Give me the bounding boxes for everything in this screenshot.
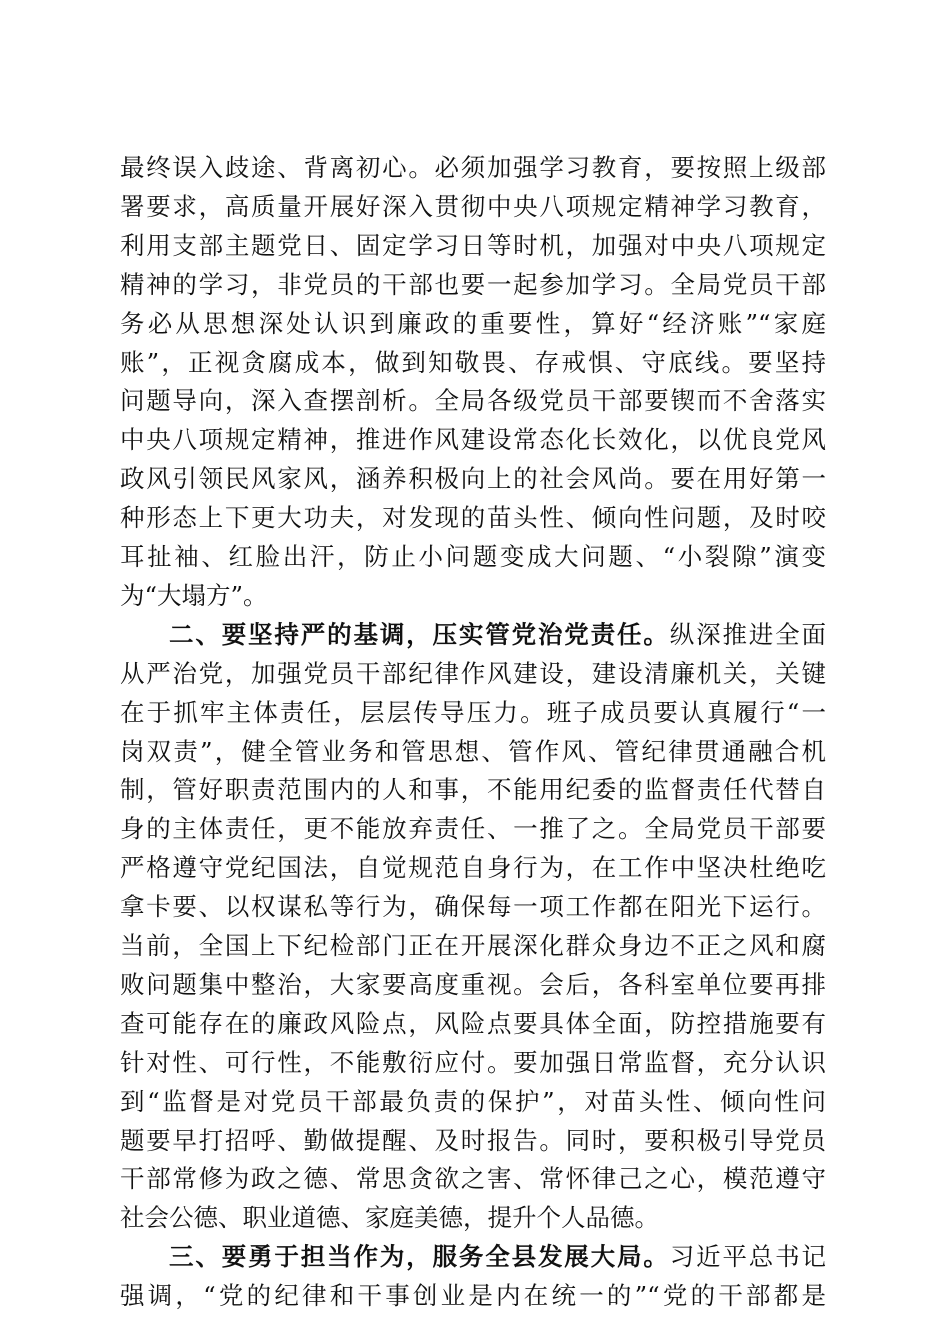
body-text: 败问题集中整治，大家要高度重视。会后，各科室单位要再排 bbox=[120, 969, 826, 999]
body-text: 中央八项规定精神，推进作风建设常态化长效化，以优良党风 bbox=[120, 425, 826, 455]
body-text: 为“大塌方”。 bbox=[120, 580, 268, 610]
body-text: 精神的学习，非党员的干部也要一起参加学习。全局党员干部 bbox=[120, 269, 826, 299]
text-line bbox=[120, 1162, 826, 1196]
body-text: 最终误入歧途、背离初心。必须加强学习教育，要按照上级部 bbox=[120, 153, 826, 182]
text-line bbox=[120, 579, 826, 613]
body-text: 严格遵守党纪国法，自觉规范自身行为，在工作中坚决杜绝吃 bbox=[120, 853, 826, 883]
body-text: 岗双责”，健全管业务和管思想、管作风、管纪律贯通融合机 bbox=[120, 736, 826, 766]
text-line bbox=[120, 346, 826, 380]
text-line bbox=[169, 618, 826, 652]
text-line bbox=[120, 812, 826, 846]
body-text: 身的主体责任，更不能放弃责任、一推了之。全局党员干部要 bbox=[120, 814, 826, 844]
body-text: 到“监督是对党员干部最负责的保护”，对苗头性、倾向性问 bbox=[120, 1086, 826, 1116]
text-line bbox=[120, 657, 826, 691]
text-line bbox=[120, 1007, 826, 1041]
text-line bbox=[120, 1201, 826, 1235]
section-heading: 三、要勇于担当作为，服务全县发展大局。 bbox=[169, 1242, 670, 1272]
text-line bbox=[120, 268, 826, 302]
text-line bbox=[120, 1046, 826, 1080]
body-text: 针对性、可行性，不能敷衍应付。要加强日常监督，充分认识 bbox=[120, 1047, 826, 1077]
text-line bbox=[120, 929, 826, 963]
body-text: 署要求，高质量开展好深入贯彻中央八项规定精神学习教育， bbox=[120, 191, 826, 221]
body-text: 种形态上下更大功夫，对发现的苗头性、倾向性问题，及时咬 bbox=[120, 503, 826, 533]
body-text: 拿卡要、以权谋私等行为，确保每一项工作都在阳光下运行。 bbox=[120, 892, 826, 922]
text-line bbox=[120, 773, 826, 807]
text-line bbox=[120, 384, 826, 418]
text-line bbox=[120, 190, 826, 224]
body-text: 制，管好职责范围内的人和事，不能用纪委的监督责任代替自 bbox=[120, 775, 826, 805]
text-line bbox=[120, 462, 826, 496]
body-text: 耳扯袖、红脸出汗，防止小问题变成大问题、“小裂隙”演变 bbox=[120, 542, 826, 571]
body-text: 查可能存在的廉政风险点，风险点要具体全面，防控措施要有 bbox=[120, 1008, 826, 1038]
body-text: 在于抓牢主体责任，层层传导压力。班子成员要认真履行“一 bbox=[120, 697, 826, 727]
text-line bbox=[120, 151, 826, 185]
text-line bbox=[120, 540, 826, 574]
body-text: 题要早打招呼、勤做提醒、及时报告。同时，要积极引导党员 bbox=[120, 1125, 826, 1155]
text-line bbox=[120, 1279, 826, 1313]
body-text: 问题导向，深入查摆剖析。全局各级党员干部要锲而不舍落实 bbox=[120, 386, 826, 416]
text-line bbox=[120, 968, 826, 1002]
text-line bbox=[120, 307, 826, 341]
body-text: 纵深推进全面 bbox=[669, 619, 826, 649]
body-text: 社会公德、职业道德、家庭美德，提升个人品德。 bbox=[120, 1203, 659, 1233]
text-line bbox=[120, 890, 826, 924]
text-line bbox=[169, 1240, 826, 1274]
body-text: 干部常修为政之德、常思贪欲之害、常怀律己之心，模范遵守 bbox=[120, 1164, 826, 1194]
text-line bbox=[120, 735, 826, 769]
text-line bbox=[120, 501, 826, 535]
text-line bbox=[120, 851, 826, 885]
text-line bbox=[120, 696, 826, 730]
body-text: 当前，全国上下纪检部门正在开展深化群众身边不正之风和腐 bbox=[120, 931, 826, 960]
body-text: 习近平总书记 bbox=[669, 1242, 826, 1272]
text-line bbox=[120, 1124, 826, 1158]
body-text: 利用支部主题党日、固定学习日等时机，加强对中央八项规定 bbox=[120, 230, 826, 260]
body-text: 从严治党，加强党员干部纪律作风建设，建设清廉机关，关键 bbox=[120, 658, 826, 688]
body-text: 务必从思想深处认识到廉政的重要性，算好“经济账”“家庭 bbox=[120, 308, 826, 338]
text-line bbox=[120, 423, 826, 457]
text-line bbox=[120, 1085, 826, 1119]
text-line bbox=[120, 229, 826, 263]
section-heading: 二、要坚持严的基调，压实管党治党责任。 bbox=[169, 619, 670, 649]
body-text: 政风引领民风家风，涵养积极向上的社会风尚。要在用好第一 bbox=[120, 464, 826, 494]
body-text: 账”，正视贪腐成本，做到知敬畏、存戒惧、守底线。要坚持 bbox=[120, 347, 826, 377]
body-text: 强调，“党的纪律和干事创业是内在统一的”“党的干部都是 bbox=[120, 1281, 826, 1311]
